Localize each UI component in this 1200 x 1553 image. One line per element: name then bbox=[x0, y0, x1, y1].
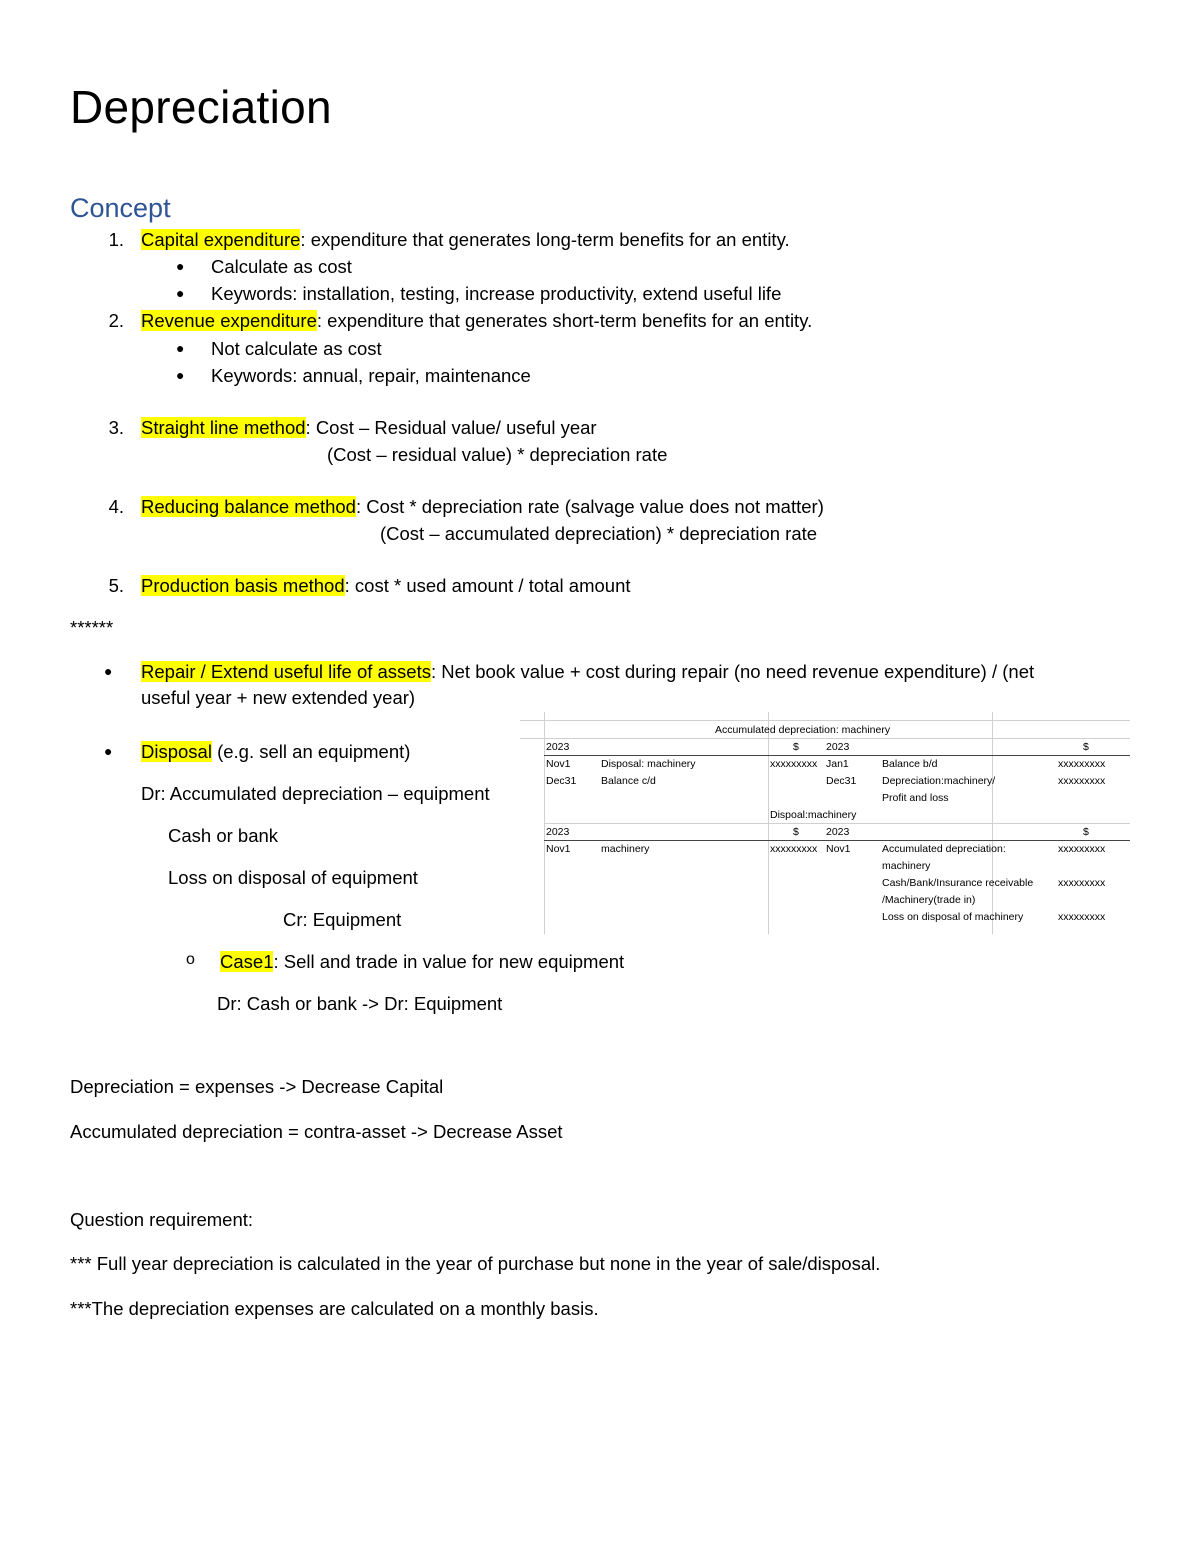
ledger-cell: Depreciation:machinery/ bbox=[882, 775, 996, 787]
bullet-icon: ● bbox=[176, 285, 185, 301]
bullet-icon: ● bbox=[176, 367, 185, 383]
item-text: : Cost – Residual value/ useful year bbox=[305, 417, 597, 438]
item-number: 1. bbox=[108, 229, 124, 250]
item-number: 2. bbox=[108, 310, 124, 331]
ledger-cell: machinery bbox=[882, 860, 931, 872]
item-number: 3. bbox=[108, 417, 124, 438]
ledger-year: 2023 bbox=[826, 826, 850, 838]
ledger-cell: xxxxxxxxx bbox=[1058, 911, 1106, 923]
question-note-2: ***The depreciation expenses are calculated on a monthly basis. bbox=[70, 1298, 599, 1319]
bullet-text: Keywords: installation, testing, increase productivity, extend useful life bbox=[211, 283, 782, 304]
disposal-item bbox=[141, 740, 410, 764]
ledger-cell: Dec31 bbox=[826, 775, 857, 787]
circle-bullet-icon: o bbox=[186, 951, 195, 968]
item-text: : Cost * depreciation rate (salvage value does not matter) bbox=[355, 496, 824, 517]
ledger-cell: Jan1 bbox=[826, 758, 849, 770]
ledger-cell: xxxxxxxxx bbox=[770, 843, 818, 855]
ledger-cell: Balance b/d bbox=[882, 758, 938, 770]
list-item bbox=[141, 574, 631, 598]
item-text: (e.g. sell an equipment) bbox=[211, 741, 411, 762]
journal-credit: Cr: Equipment bbox=[283, 909, 402, 930]
item-text: : cost * used amount / total amount bbox=[344, 575, 631, 596]
highlight-term: Capital expenditure bbox=[141, 229, 301, 250]
ledger-dollar: $ bbox=[793, 826, 799, 838]
ledger-table-image bbox=[520, 712, 1130, 934]
repair-item bbox=[141, 660, 1034, 684]
bullet-icon: ● bbox=[104, 743, 113, 759]
highlight-term: Revenue expenditure bbox=[141, 310, 317, 331]
journal-debit-loss: Loss on disposal of equipment bbox=[168, 867, 418, 888]
section-heading: Concept bbox=[70, 193, 171, 223]
ledger-cell: Nov1 bbox=[546, 758, 571, 770]
repair-line2: useful year + new extended year) bbox=[141, 687, 416, 708]
highlight-term: Case1 bbox=[220, 951, 274, 972]
ledger-cell: Balance c/d bbox=[601, 775, 656, 787]
ledger-cell: xxxxxxxxx bbox=[1058, 877, 1106, 889]
ledger-cell: xxxxxxxxx bbox=[1058, 758, 1106, 770]
highlight-term: Repair / Extend useful life of assets bbox=[141, 661, 431, 682]
highlight-term: Straight line method bbox=[141, 417, 306, 438]
note-accumulated: Accumulated depreciation = contra-asset -> Decrease Asset bbox=[70, 1121, 563, 1142]
ledger-year: 2023 bbox=[546, 826, 570, 838]
ledger-cell: Nov1 bbox=[546, 843, 571, 855]
ledger-cell: Profit and loss bbox=[882, 792, 949, 804]
ledger-cell: /Machinery(trade in) bbox=[882, 894, 976, 906]
page-title: Depreciation bbox=[70, 81, 332, 133]
ledger-year: 2023 bbox=[826, 741, 850, 753]
ledger-cell: xxxxxxxxx bbox=[1058, 775, 1106, 787]
ledger-cell: Disposal: machinery bbox=[601, 758, 696, 770]
ledger-cell: machinery bbox=[601, 843, 650, 855]
item-number: 4. bbox=[108, 496, 124, 517]
note-depreciation: Depreciation = expenses -> Decrease Capital bbox=[70, 1076, 444, 1097]
journal-debit-cash: Cash or bank bbox=[168, 825, 279, 846]
highlight-term: Reducing balance method bbox=[141, 496, 356, 517]
grid-line bbox=[520, 720, 1130, 721]
ledger-dollar: $ bbox=[793, 741, 799, 753]
item-text: : Sell and trade in value for new equipment bbox=[273, 951, 625, 972]
ledger-cell: Nov1 bbox=[826, 843, 851, 855]
separator-stars: ****** bbox=[70, 617, 114, 638]
item-number: 5. bbox=[108, 575, 124, 596]
bullet-text: Not calculate as cost bbox=[211, 338, 382, 359]
highlight-term: Disposal bbox=[141, 741, 212, 762]
question-note-1: *** Full year depreciation is calculated in the year of purchase but none in the year of sale/disposal. bbox=[70, 1253, 881, 1274]
bullet-icon: ● bbox=[176, 340, 185, 356]
item-text: : expenditure that generates short-term benefits for an entity. bbox=[316, 310, 813, 331]
bullet-text: Keywords: annual, repair, maintenance bbox=[211, 365, 531, 386]
ledger-cell: Cash/Bank/Insurance receivable bbox=[882, 877, 1034, 889]
ledger-cell: Accumulated depreciation: bbox=[882, 843, 1006, 855]
ledger-cell: Loss on disposal of machinery bbox=[882, 911, 1024, 923]
ledger-year: 2023 bbox=[546, 741, 570, 753]
ledger-cell: xxxxxxxxx bbox=[1058, 843, 1106, 855]
ledger-cell: Dec31 bbox=[546, 775, 577, 787]
item-text: : expenditure that generates long-term benefits for an entity. bbox=[300, 229, 790, 250]
case-item bbox=[220, 950, 624, 974]
ledger-title: Accumulated depreciation: machinery bbox=[715, 724, 891, 736]
list-item bbox=[141, 228, 790, 252]
formula-line: (Cost – residual value) * depreciation rate bbox=[327, 444, 668, 465]
ledger-dollar: $ bbox=[1083, 741, 1089, 753]
list-item bbox=[141, 416, 597, 440]
list-item bbox=[141, 495, 824, 519]
formula-line: (Cost – accumulated depreciation) * depreciation rate bbox=[380, 523, 818, 544]
ledger-dollar: $ bbox=[1083, 826, 1089, 838]
ledger-subtitle: Dispoal:machinery bbox=[770, 809, 857, 821]
journal-debit: Dr: Accumulated depreciation – equipment bbox=[141, 783, 490, 804]
list-item bbox=[141, 309, 812, 333]
bullet-text: Calculate as cost bbox=[211, 256, 352, 277]
item-text: : Net book value + cost during repair (no need revenue expenditure) / (net bbox=[430, 661, 1035, 682]
bullet-icon: ● bbox=[104, 663, 113, 679]
highlight-term: Production basis method bbox=[141, 575, 345, 596]
bullet-icon: ● bbox=[176, 258, 185, 274]
case-line2: Dr: Cash or bank -> Dr: Equipment bbox=[217, 993, 503, 1014]
ledger-cell: xxxxxxxxx bbox=[770, 758, 818, 770]
question-heading: Question requirement: bbox=[70, 1209, 254, 1230]
